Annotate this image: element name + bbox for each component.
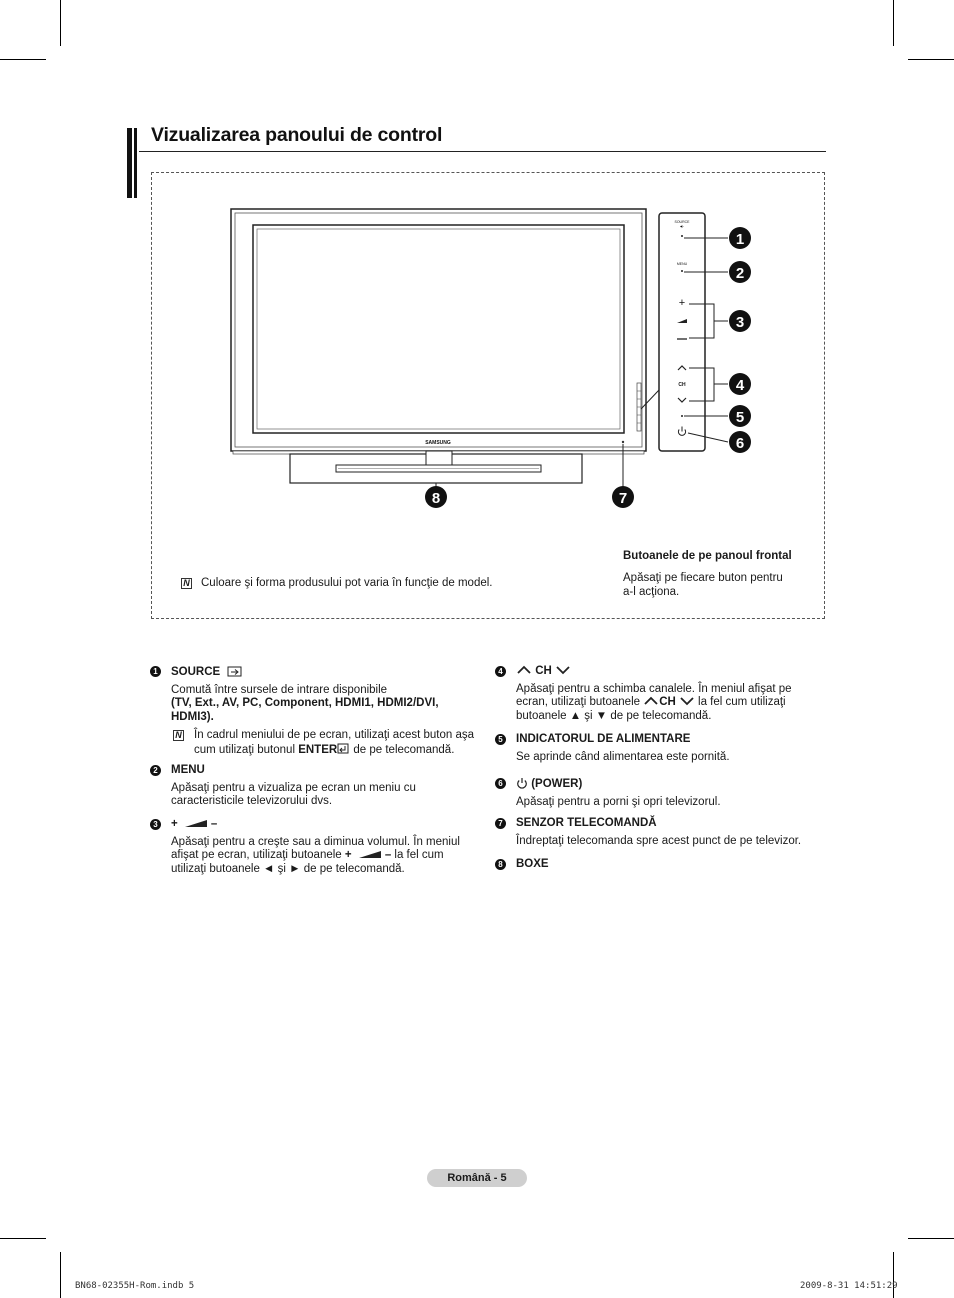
item-source-note: În cadrul meniului de pe ecran, utilizaţi acest buton aşa cum utilizaţi butonul ENTER de pe telecomandă.	[194, 729, 474, 756]
svg-text:+: +	[678, 297, 686, 309]
item-volume: + – Apăsaţi pentru a creşte sau a diminua volumul. În meniul afişat pe ecran, utilizaţi butoanele + – la fel cum utilizaţi butoanele ◄ şi ► de pe telecomandă.	[171, 818, 460, 875]
svg-text:6: 6	[735, 435, 745, 452]
svg-text:MENU: MENU	[676, 262, 688, 266]
crop-mark	[0, 1238, 46, 1239]
tv-brand: SAMSUNG	[425, 440, 451, 446]
item-number: 8	[495, 859, 506, 870]
svg-text:3: 3	[735, 314, 745, 331]
svg-text:4: 4	[735, 377, 745, 394]
remote-sensor	[622, 441, 624, 443]
callout-4	[729, 373, 751, 395]
front-panel-desc: Apăsaţi pe fiecare buton pentru a-l acţiona.	[623, 572, 783, 598]
callout-1	[729, 227, 751, 249]
svg-text:5: 5	[735, 409, 745, 426]
item-number: 5	[495, 734, 506, 745]
callout-8	[425, 486, 447, 508]
note-icon: N	[173, 730, 184, 741]
item-number: 6	[495, 778, 506, 789]
svg-text:⎆: ⎆	[680, 224, 684, 229]
print-date-info: 2009-8-31 14:51:29	[800, 1281, 898, 1291]
callout-2	[729, 261, 751, 283]
chevron-up-icon	[516, 665, 532, 675]
callout-3	[729, 310, 751, 332]
item-remote-sensor: SENZOR TELECOMANDĂ Îndreptaţi telecomanda spre acest punct de pe televizor.	[516, 817, 802, 847]
enter-icon	[337, 743, 350, 754]
page-number: Română - 5	[427, 1169, 527, 1187]
svg-text:CH: CH	[678, 382, 686, 388]
volume-icon	[183, 818, 209, 828]
callout-6	[729, 431, 751, 453]
crop-mark	[60, 1252, 61, 1298]
tv-illustration	[0, 0, 954, 640]
item-power: (POWER) Apăsaţi pentru a porni şi opri televizorul.	[516, 778, 721, 808]
item-number: 7	[495, 818, 506, 829]
svg-text:8: 8	[431, 490, 441, 507]
callout-7	[612, 486, 634, 508]
item-number: 3	[150, 819, 161, 830]
tv-screen	[253, 225, 624, 433]
model-note: Culoare şi forma produsului pot varia în funcţie de model.	[201, 577, 493, 589]
callout-5	[729, 405, 751, 427]
svg-text:1: 1	[735, 231, 745, 248]
chevron-down-icon	[679, 696, 695, 706]
page-title: Vizualizarea panoului de control	[151, 124, 443, 146]
chevron-down-icon	[555, 665, 571, 675]
item-speakers: BOXE	[516, 858, 549, 870]
item-number: 4	[495, 666, 506, 677]
crop-mark	[893, 1252, 894, 1298]
item-menu: MENU Apăsaţi pentru a vizualiza pe ecran un meniu cu caracteristicile televizorului dvs.	[171, 764, 416, 807]
svg-text:2: 2	[735, 265, 745, 282]
crop-mark	[908, 1238, 954, 1239]
source-icon	[227, 665, 243, 677]
power-icon	[516, 777, 528, 789]
item-channel: CH Apăsaţi pentru a schimba canalele. În meniul afişat pe ecran, utilizaţi butoanele CH la fel cum utilizaţi butoanele ▲ şi ▼ de pe telecomandă.	[516, 665, 792, 722]
print-file-info: BN68-02355H-Rom.indb 5	[75, 1281, 195, 1291]
chevron-up-icon	[643, 696, 659, 706]
item-source: SOURCE Comută între sursele de intrare disponibile (TV, Ext., AV, PC, Component, HDMI1, HDMI2/DVI, HDMI3).	[171, 666, 439, 723]
svg-text:7: 7	[618, 490, 628, 507]
item-number: 1	[150, 666, 161, 677]
front-panel-title: Butoanele de pe panoul frontal	[623, 550, 792, 562]
note-icon: N	[181, 578, 192, 589]
item-power-indicator: INDICATORUL DE ALIMENTARE Se aprinde când alimentarea este pornită.	[516, 733, 730, 763]
volume-icon	[357, 849, 383, 859]
item-number: 2	[150, 765, 161, 776]
svg-text:SOURCE: SOURCE	[674, 220, 690, 224]
